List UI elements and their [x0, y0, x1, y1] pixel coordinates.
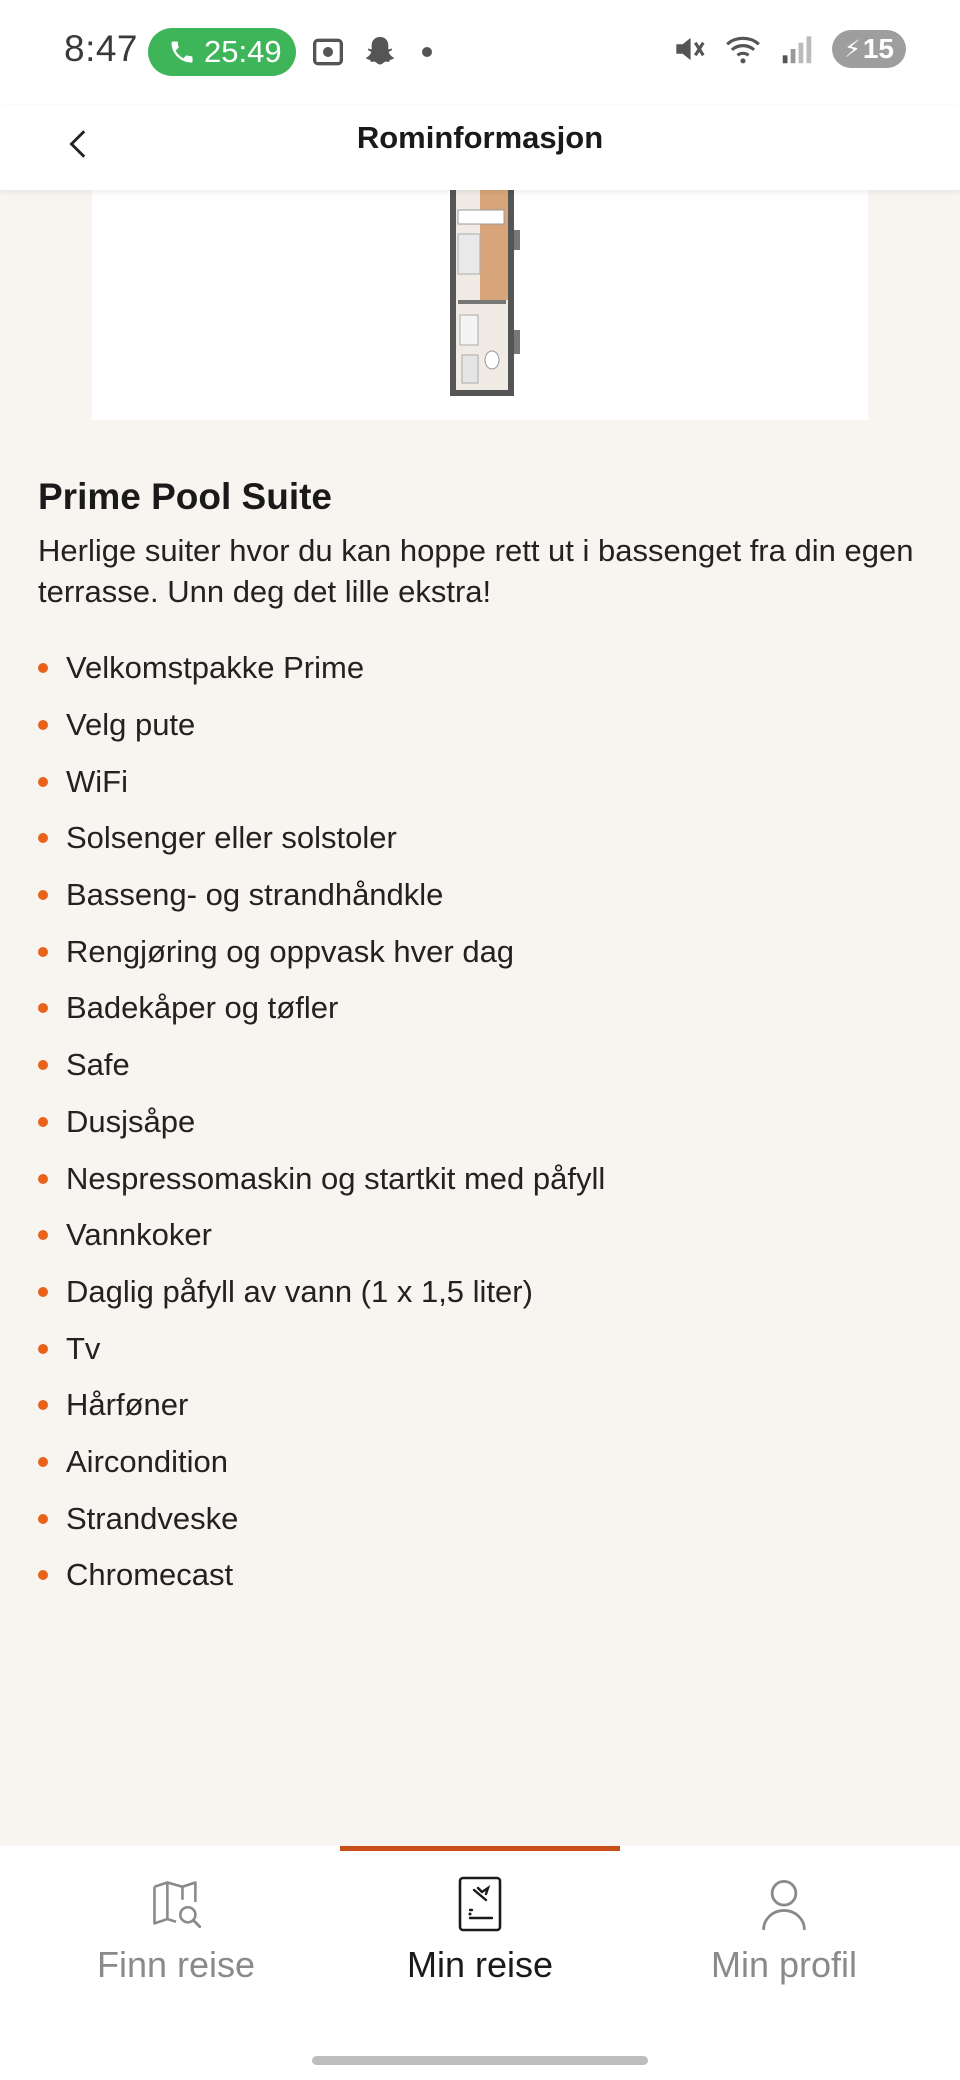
list-item: [38, 980, 918, 1037]
amenity-label: Tv: [66, 1330, 101, 1366]
list-item: [38, 640, 918, 697]
nav-label: Finn reise: [96, 1944, 256, 1985]
amenity-label: Vannkoker: [66, 1217, 212, 1253]
bullet-icon: [38, 1003, 48, 1013]
nav-label: Min reise: [406, 1944, 554, 1985]
bullet-icon: [38, 777, 48, 787]
list-item: [38, 1150, 918, 1207]
page-title: Rominformasjon: [356, 120, 604, 155]
nav-label: Min profil: [710, 1944, 858, 1985]
amenity-label: Velg pute: [66, 707, 196, 743]
status-time: 8:47: [64, 28, 139, 69]
signal-icon: [778, 30, 816, 68]
mute-icon: [670, 30, 708, 68]
amenity-label: Dusjsåpe: [66, 1103, 196, 1139]
list-item: [38, 867, 918, 924]
list-item: [38, 1490, 918, 1547]
list-item: [38, 753, 918, 810]
amenity-label: Strandveske: [66, 1500, 239, 1536]
bullet-icon: [38, 1400, 48, 1410]
battery-icon: [832, 30, 906, 68]
list-item: [38, 810, 918, 867]
wifi-icon: [724, 30, 762, 68]
snapchat-icon: [360, 32, 400, 72]
map-search-icon: [150, 1876, 202, 1932]
list-item: [38, 1207, 918, 1264]
amenity-label: Badekåper og tøfler: [66, 990, 339, 1026]
nav-tab-min-profil[interactable]: [632, 1846, 936, 2036]
person-icon: [758, 1876, 810, 1932]
bullet-icon: [38, 1344, 48, 1354]
amenities-list: [38, 640, 918, 1604]
battery-level: 15: [862, 33, 894, 64]
phone-icon: [168, 38, 196, 66]
bottom-navigation: [0, 1846, 960, 2080]
floorplan-image: [92, 190, 868, 420]
amenity-label: Solsenger eller solstoler: [66, 820, 397, 856]
list-item: [38, 1547, 918, 1604]
call-timer: 25:49: [204, 34, 282, 69]
bullet-icon: [38, 720, 48, 730]
amenity-label: Velkomstpakke Prime: [66, 650, 365, 686]
amenity-label: WiFi: [66, 763, 128, 799]
amenity-label: Basseng- og strandhåndkle: [66, 877, 444, 913]
amenity-label: Safe: [66, 1047, 130, 1083]
bullet-icon: [38, 1514, 48, 1524]
status-bar: [0, 0, 960, 106]
list-item: [38, 1264, 918, 1321]
list-item: [38, 1377, 918, 1434]
bullet-icon: [38, 833, 48, 843]
bullet-icon: [38, 890, 48, 900]
list-item: [38, 923, 918, 980]
amenity-label: Rengjøring og oppvask hver dag: [66, 933, 515, 969]
amenity-label: Aircondition: [66, 1443, 228, 1479]
amenity-label: Nespressomaskin og startkit med påfyll: [66, 1160, 606, 1196]
bullet-icon: [38, 1570, 48, 1580]
amenity-label: Hårføner: [66, 1387, 189, 1423]
nav-tab-finn-reise[interactable]: [24, 1846, 328, 2036]
bullet-icon: [38, 1230, 48, 1240]
bullet-icon: [38, 1060, 48, 1070]
amenity-label: Daglig påfyll av vann (1 x 1,5 liter): [66, 1273, 533, 1309]
nav-tab-min-reise[interactable]: [328, 1846, 632, 2036]
room-description: Herlige suiter hvor du kan hoppe rett ut i bassenget fra din egen terrasse. Unn deg det lille ekstra!: [38, 533, 914, 609]
list-item: [38, 697, 918, 754]
list-item: [38, 1094, 918, 1151]
bullet-icon: [38, 663, 48, 673]
call-timer-pill[interactable]: [148, 28, 296, 76]
app-header: [0, 106, 960, 190]
list-item: [38, 1434, 918, 1491]
ticket-icon: [454, 1876, 506, 1932]
charging-bolt-icon: ⚡: [843, 35, 861, 63]
room-title: Prime Pool Suite: [38, 476, 333, 517]
notification-dot: [422, 47, 432, 57]
list-item: [38, 1320, 918, 1377]
list-item: [38, 1037, 918, 1094]
bullet-icon: [38, 1174, 48, 1184]
floorplan-drawing: [422, 190, 542, 400]
screenshot-icon: [308, 32, 348, 72]
bullet-icon: [38, 947, 48, 957]
amenity-label: Chromecast: [66, 1557, 234, 1593]
bullet-icon: [38, 1287, 48, 1297]
bullet-icon: [38, 1117, 48, 1127]
bullet-icon: [38, 1457, 48, 1467]
home-indicator[interactable]: [312, 2056, 648, 2065]
